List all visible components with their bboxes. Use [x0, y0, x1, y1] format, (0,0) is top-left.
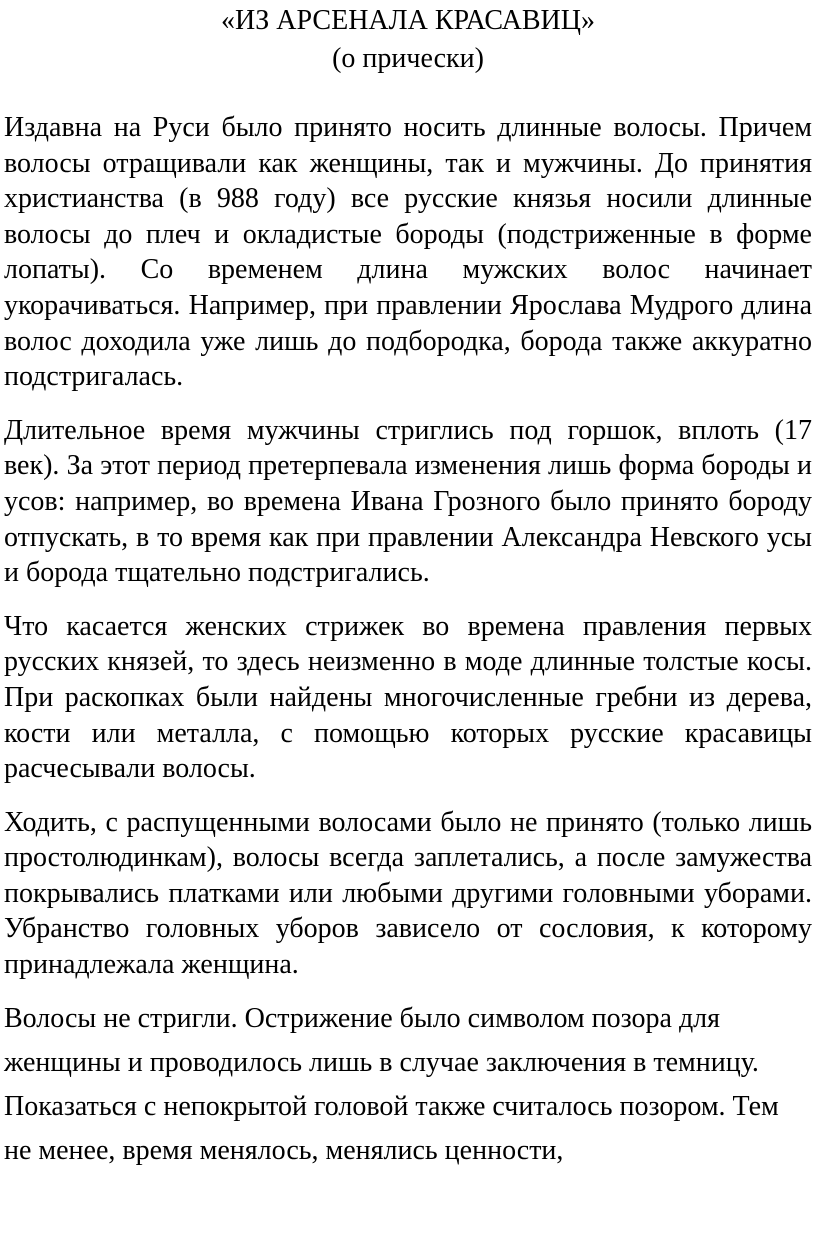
document-title: «ИЗ АРСЕНАЛА КРАСАВИЦ» [221, 5, 595, 36]
paragraph-2: Длительное время мужчины стриглись под горшок, вплоть (17 век). За этот период претерпевала изменения лишь форма бороды и усов: например, во времена Ивана Грозного было принято бороду отпускать, в то время как при правлении Александра Невского усы и борода тщательно подстригались. [4, 414, 812, 589]
document-subtitle: (о прически) [332, 43, 484, 74]
paragraph-5: Волосы не стригли. Острижение было символом позора для женщины и проводилось лишь в случае заключения в темницу. Показаться с непокрытой головой также считалось позором. Тем не менее, время менялось, менялись ценности, [4, 1002, 779, 1166]
paragraph-1: Издавна на Руси было принято носить длинные волосы. Причем волосы отращивали как женщины, так и мужчины. До принятия христианства (в 988 году) все русские князья носили длинные волосы до плеч и окладистые бороды (подстриженные в форме лопаты). Со временем длина мужских волос начинает укорачиваться. Например, при правлении Ярослава Мудрого длина волос доходила уже лишь до подбородка, борода также аккуратно подстригалась. [4, 112, 812, 393]
paragraph-3: Что касается женских стрижек во времена правления первых русских князей, то здесь неизменно в моде длинные толстые косы. При раскопках были найдены многочисленные гребни из дерева, кости или металла, с помощью которых русские красавицы расчесывали волосы. [4, 610, 812, 785]
title-block [4, 2, 812, 78]
paragraph-4: Ходить, с распущенными волосами было не принято (только лишь простолюдинкам), волосы всегда заплетались, а после замужества покрывались платками или любыми другими головными уборами. Убранство головных уборов зависело от сословия, к которому принадлежала женщина. [4, 806, 812, 981]
